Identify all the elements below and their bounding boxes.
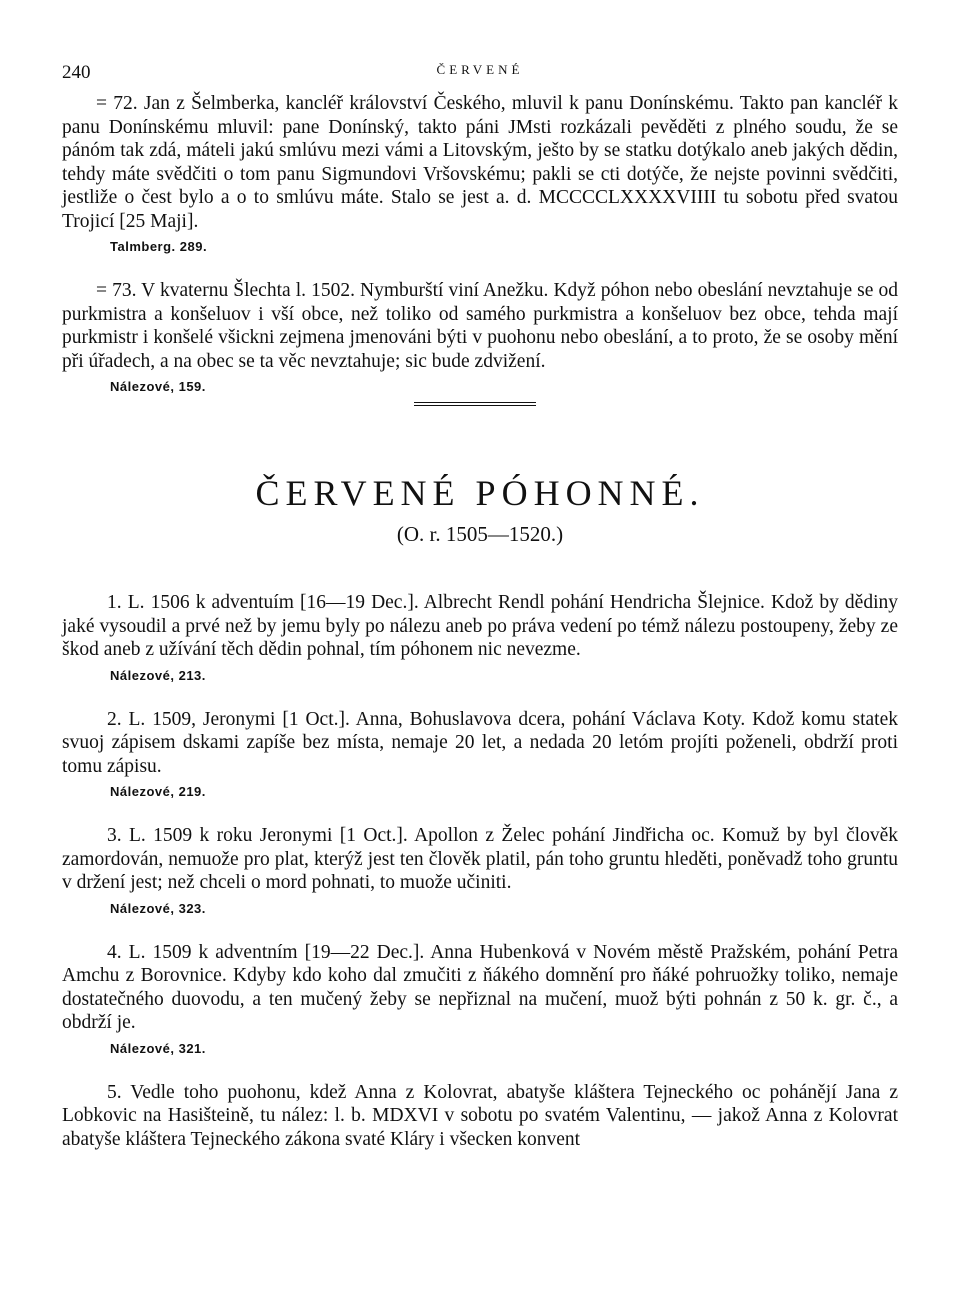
- entry-source: Talmberg. 289.: [110, 239, 208, 254]
- entry-1: 1. L. 1506 k adventuím [16—19 Dec.]. Albrecht Rendl pohání Hendricha Šlejnice. Kdož by dědiny jaké vysoudil a prvé než by jemu byly po nálezu aneb po práva vedení po témž nálezu postoupeny, žeby ze škod aneb z užívání těch dědin pohnal, tím póhonem nic nevezme.: [62, 592, 898, 660]
- running-title: ČERVENÉ: [436, 62, 524, 77]
- entry-2: 2. L. 1509, Jeronymi [1 Oct.]. Anna, Bohuslavova dcera, pohání Václava Koty. Kdož komu statek svuoj zápisem dskami zapíše bez místa, nemaje 20 let, a nedada 20 letóm projíti poženeli, obdrží proti tomu zápisu.: [62, 708, 898, 777]
- entry-source: Nálezové, 159.: [110, 379, 206, 394]
- entry-72: = 72. Jan z Šelmberka, kancléř království Českého, mluvil k panu Donínskému. Takto pan kancléř k panu Donínskému mluvil: pane Donínský, takto páni JMsti rozkázali pevěděti z plného soudu, že se pánóm tak zdá, máteli jakú smlúvu mezi vámi a Litovským, ješto by se statku dotýkalo aneb jakých dědin, tehdy máte svědčiti o tom panu Sigmundovi Vršovskému; pakli se cti dotýče, že nejste povinni svědčiti, jestliže o čest bylo a o to smlúvu máte. Stalo se jest a. d. MCCCCLXXXXVIIII tu sobotu před svatou Trojicí [25 Maji].: [62, 93, 898, 232]
- section-subtitle: (O. r. 1505—1520.): [396, 522, 564, 546]
- entry-source: Nálezové, 219.: [110, 784, 206, 799]
- entry-4: 4. L. 1509 k adventním [19—22 Dec.]. Anna Hubenková v Novém městě Pražském, pohání Petra Amchu z Borovnice. Kdyby kdo koho dal zmučiti z ňákého domnění pro ňáké pohruožky toliko, nemaje dostatečného duovodu, a ten mučený žeby se nepřiznal na mučení, muož býti pohnán z 50 k. gr. č., a obdrží je.: [62, 941, 898, 1033]
- entry-source: Nálezové, 213.: [110, 667, 206, 683]
- section-divider: [414, 402, 536, 406]
- document-page: [62, 52, 898, 1151]
- entry-73: = 73. V kvaternu Šlechta l. 1502. Nymburští viní Anežku. Když póhon nebo obeslání nevztahuje se od purkmistra a konšeluov i vší obce, než toliko od samého purkmistra a konšeluov bez obce, tehda mají purkmistr i konšelé všickni zejmena jmenováni býti v puohonu nebo obeslání, a to proto, že se osoby mění při úřadech, a na obec se ta věc nevztahuje; sic bude zdvižení.: [62, 280, 898, 372]
- page-header: [62, 52, 898, 92]
- entry-source: Nálezové, 321.: [110, 1040, 206, 1056]
- entry-5: 5. Vedle toho puohonu, kdež Anna z Kolovrat, abatyše kláštera Tejneckého oc pohánějí Jana z Lobkovic na Hasišteině, tu nález: l. b. MDXVI v sobotu po svatém Valentinu, — jakož Anna z Kolovrat abatyše kláštera Tejneckého zákona svaté Kláry i všecken konvent: [62, 1081, 898, 1150]
- entry-3: 3. L. 1509 k roku Jeronymi [1 Oct.]. Apollon z Želec pohání Jindřicha oc. Komuž by byl člověk zamordován, nemuože pro plat, kterýž jest ten člověk platil, pán toho gruntu hleděti, poněvadž toho gruntu v držení jest; než chceli o mord pohnati, to muože učiniti.: [62, 825, 898, 893]
- entry-source: Nálezové, 323.: [110, 900, 206, 916]
- page-number: 240: [62, 62, 91, 83]
- section-title: ČERVENÉ PÓHONNÉ.: [255, 473, 705, 513]
